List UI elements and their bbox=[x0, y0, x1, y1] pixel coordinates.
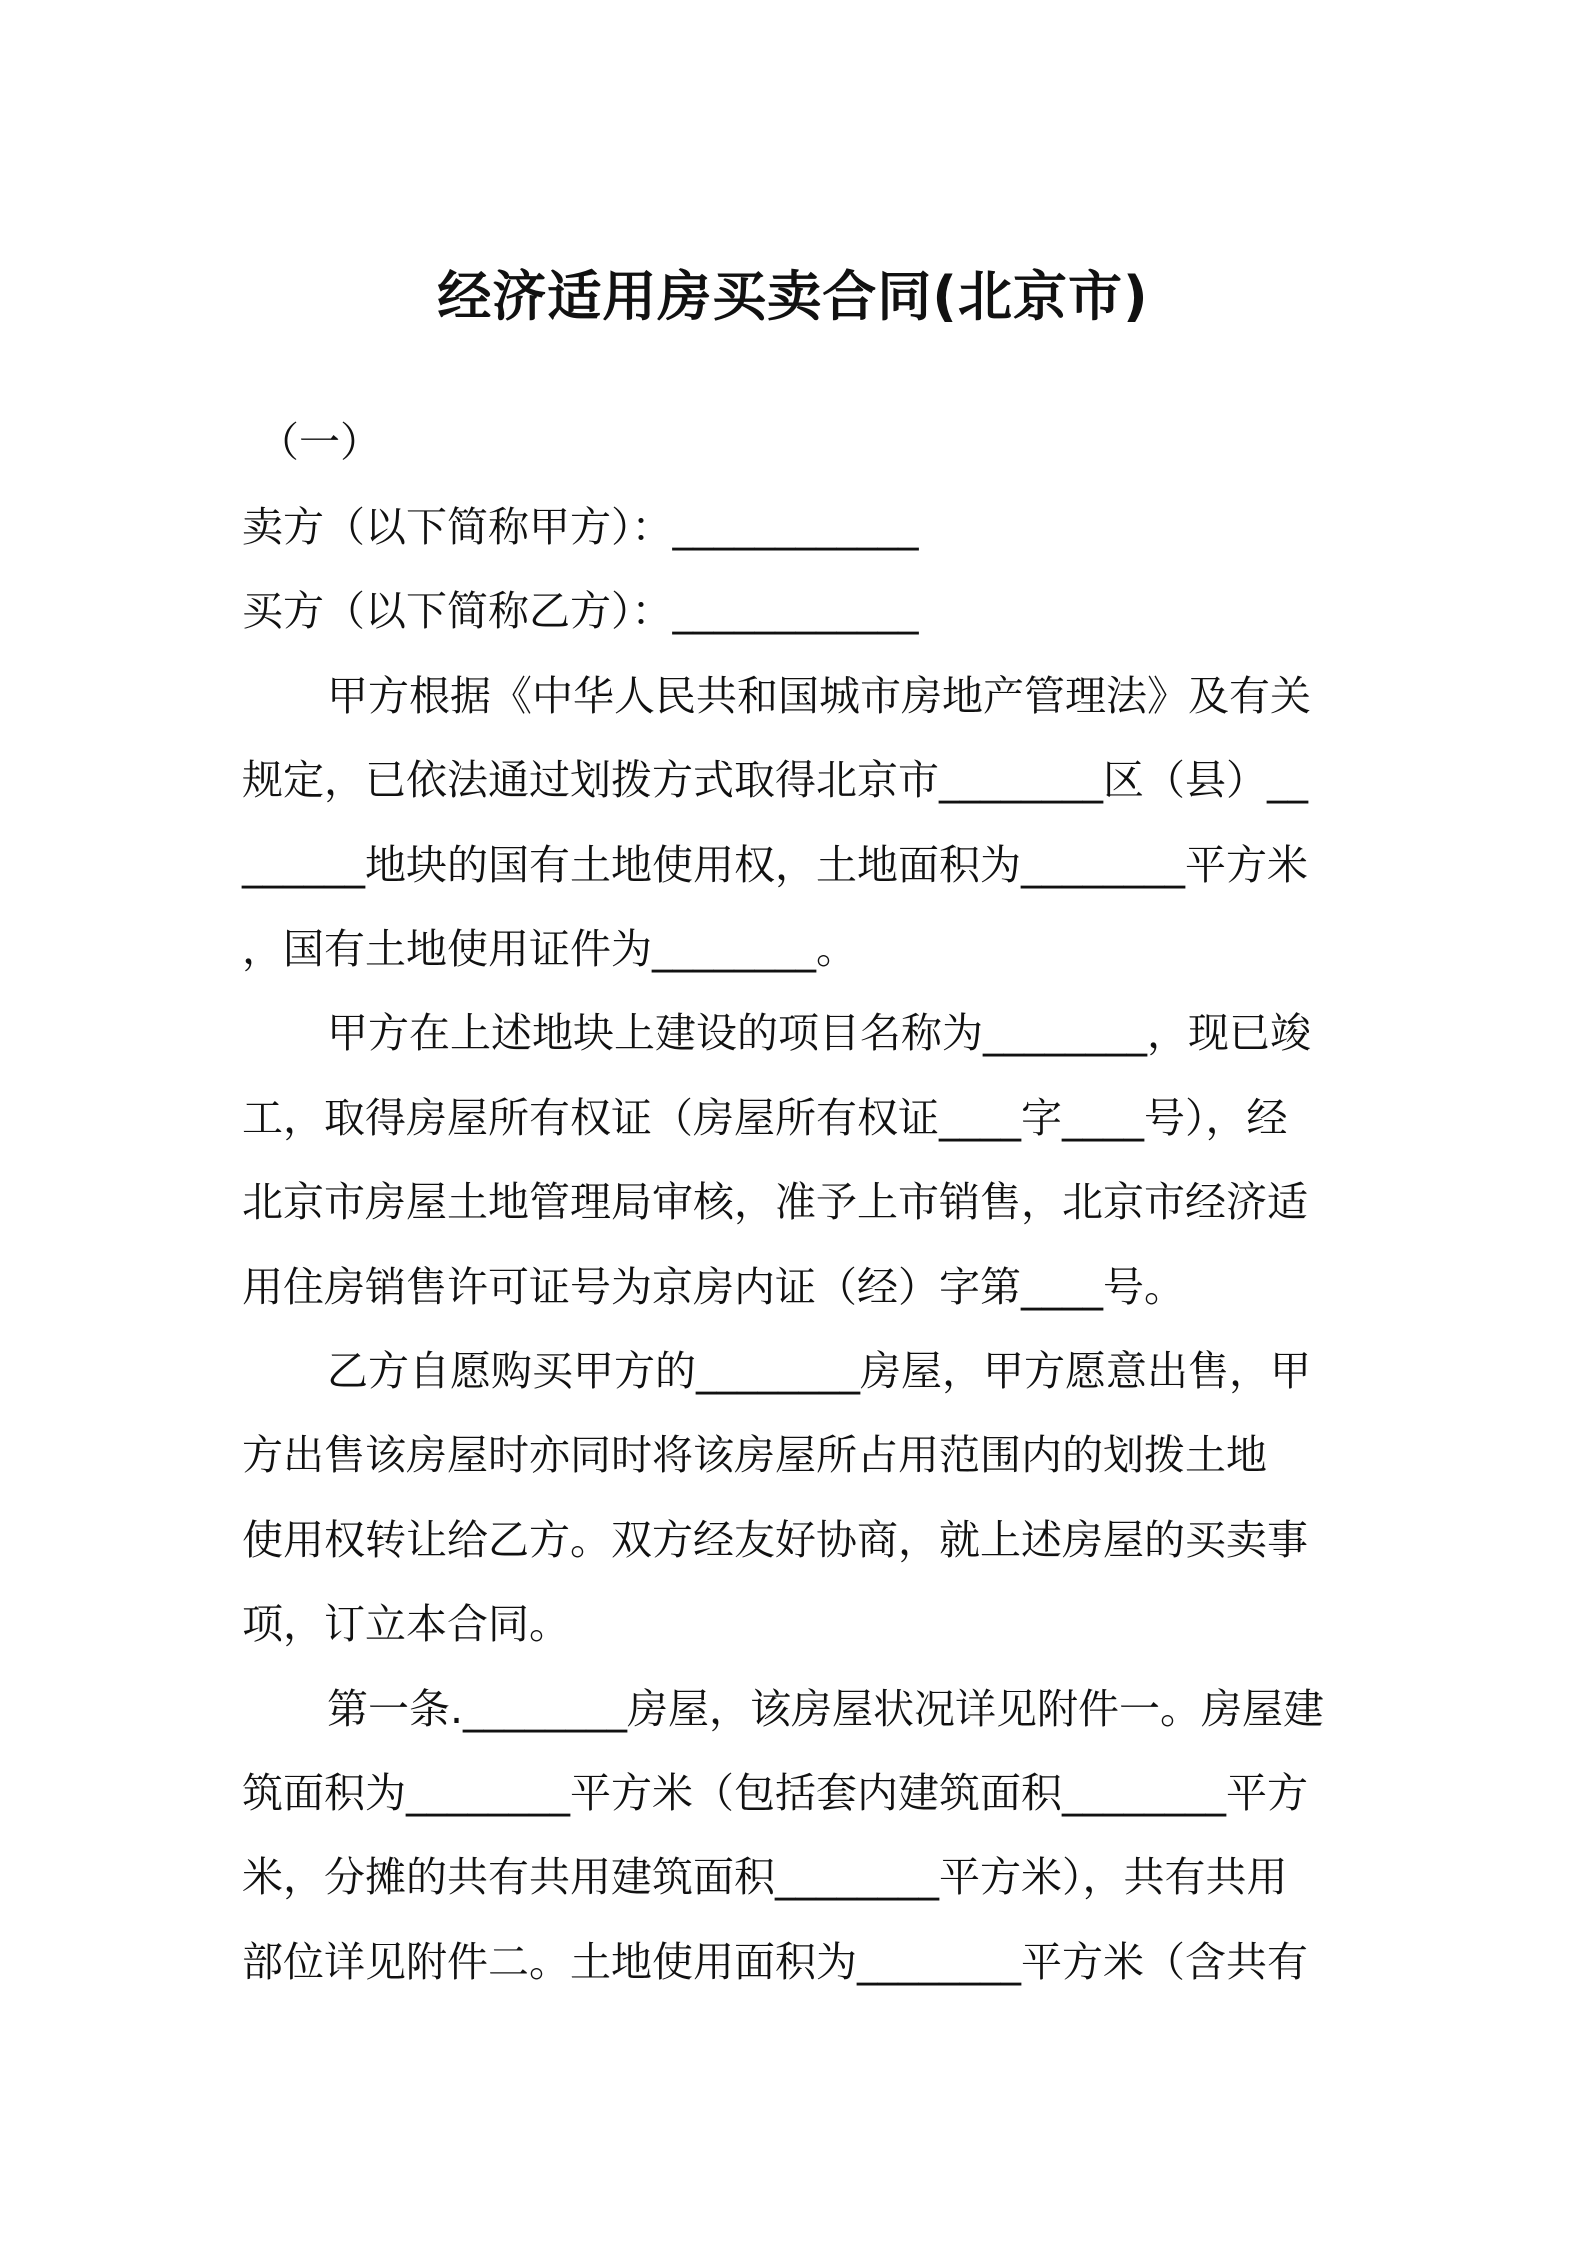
document-title: 经济适用房买卖合同(北京市) bbox=[437, 265, 1149, 328]
paragraph-3-line-3: 使用权转让给乙方。双方经友好协商，就上述房屋的买卖事 bbox=[242, 1516, 1308, 1564]
paragraph-2-line-1: 甲方在上述地块上建设的项目名称为________，现已竣 bbox=[327, 1009, 1311, 1057]
buyer-line: 买方（以下简称乙方）：____________ bbox=[242, 587, 919, 635]
paragraph-1-line-1: 甲方根据《中华人民共和国城市房地产管理法》及有关 bbox=[327, 672, 1311, 720]
paragraph-2-line-2: 工，取得房屋所有权证（房屋所有权证____字____号），经 bbox=[242, 1094, 1288, 1142]
paragraph-1-line-2: 规定，已依法通过划拨方式取得北京市________区（县）__ bbox=[242, 756, 1308, 804]
paragraph-2-line-3: 北京市房屋土地管理局审核，准予上市销售，北京市经济适 bbox=[242, 1178, 1308, 1226]
paragraph-3-line-4: 项，订立本合同。 bbox=[242, 1600, 570, 1648]
paragraph-1-line-3: ______地块的国有土地使用权，土地面积为________平方米 bbox=[242, 841, 1308, 889]
article-1-line-4: 部位详见附件二。土地使用面积为________平方米（含共有 bbox=[242, 1938, 1308, 1986]
paragraph-3-line-2: 方出售该房屋时亦同时将该房屋所占用范围内的划拨土地 bbox=[242, 1431, 1267, 1479]
section-marker: （一） bbox=[258, 418, 381, 466]
paragraph-3-line-1: 乙方自愿购买甲方的________房屋，甲方愿意出售，甲 bbox=[327, 1347, 1311, 1395]
seller-line: 卖方（以下简称甲方）：____________ bbox=[242, 503, 919, 551]
article-1-line-1: 第一条.________房屋，该房屋状况详见附件一。房屋建 bbox=[327, 1685, 1325, 1733]
paragraph-2-line-4: 用住房销售许可证号为京房内证（经）字第____号。 bbox=[242, 1263, 1185, 1311]
article-1-line-3: 米，分摊的共有共用建筑面积________平方米），共有共用 bbox=[242, 1853, 1288, 1901]
paragraph-1-line-4: ，国有土地使用证件为________。 bbox=[242, 925, 857, 973]
article-1-line-2: 筑面积为________平方米（包括套内建筑面积________平方 bbox=[242, 1769, 1308, 1817]
